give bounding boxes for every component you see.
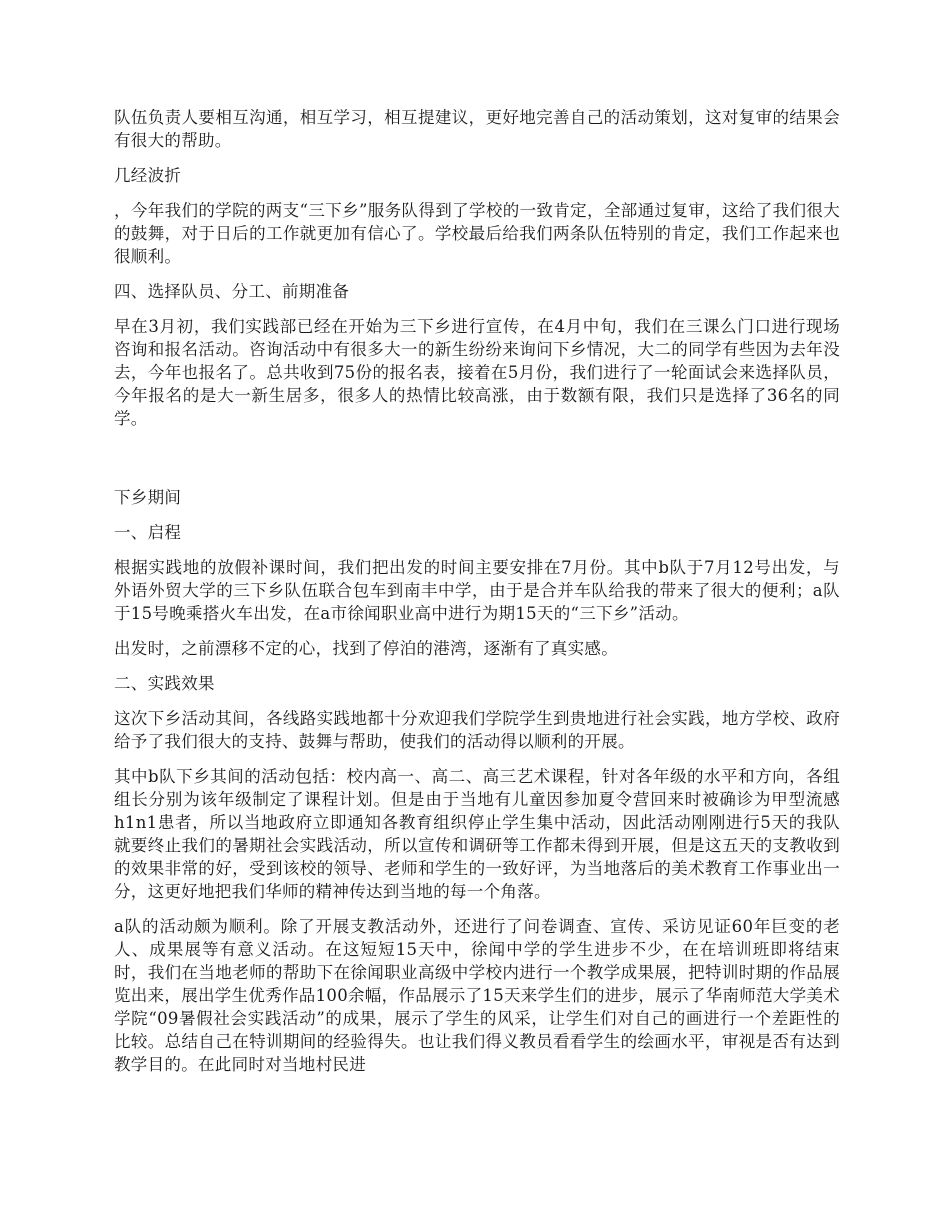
paragraph-local-support: 这次下乡活动其间，各线路实践地都十分欢迎我们学院学生到贵地进行社会实践，地方学校、政府给予了我们很大的支持、鼓舞与帮助，使我们的活动得以顺利的开展。 — [114, 709, 840, 751]
paragraph-recruitment: 早在3月初，我们实践部已经在开始为三下乡进行宣传，在4月中旬，我们在三课么门口进行现场咨询和报名活动。咨询活动中有很多大一的新生纷纷来询问下乡情况，大二的同学有些因为去年没去，今年也报名了。总共收到75份的报名表，接着在5月份，我们进行了一轮面试会来选择队员，今年报名的是大一新生居多，很多人的热情比较高涨，由于数额有限，我们只是选择了36名的同学。 — [114, 317, 840, 428]
paragraph-team-b-activities: 其中b队下乡其间的活动包括：校内高一、高二、高三艺术课程，针对各年级的水平和方向，各组组长分别为该年级制定了课程计划。但是由于当地有儿童因参加夏令营回来时被确诊为甲型流感h1n1患者，所以当地政府立即通知各教育组织停止学生集中活动，因此活动刚刚进行5天的我队就要终止我们的暑期社会实践活动，所以宣传和调研等工作都未得到开展，但是这五天的支教收到的效果非常的好，受到该校的领导、老师和学生的一致好评，为当地落后的美术教育工作事业出一分，这更好地把我们华师的精神传达到当地的每一个角落。 — [114, 767, 840, 901]
paragraph-review-passed: ，今年我们的学院的两支“三下乡”服务队得到了学校的一致肯定，全部通过复审，这给了我们很大的鼓舞，对于日后的工作就更加有信心了。学校最后给我们两条队伍特别的肯定，我们工作起来也很顺利。 — [114, 201, 840, 266]
paragraph-team-a-activities: a队的活动颇为顺利。除了开展支教活动外，还进行了问卷调查、宣传、采访见证60年巨变的老人、成果展等有意义活动。在这短短15天中，徐闻中学的学生进步不少，在在培训班即将结束时，我们在当地老师的帮助下在徐闻职业高级中学校内进行一个教学成果展，把特训时期的作品展览出来，展出学生优秀作品100余幅，作品展示了15天来学生们的进步，展示了华南师范大学美术学院“09暑假社会实践活动”的成果，展示了学生的风采，让学生们对自己的画进行一个差距性的比较。总结自己在特训期间的经验得失。也让我们得义教员看看学生的绘画水平，审视是否有达到教学目的。在此同时对当地村民进 — [114, 917, 840, 1074]
heading-during-trip: 下乡期间 — [114, 488, 182, 507]
heading-departure: 一、启程 — [114, 523, 182, 542]
heading-twists: 几经波折 — [114, 166, 182, 185]
paragraph-review-advice: 队伍负责人要相互沟通，相互学习，相互提建议，更好地完善自己的活动策划，这对复审的结果会有很大的帮助。 — [114, 108, 840, 150]
heading-practice-effect: 二、实践效果 — [114, 674, 215, 693]
paragraph-departure-schedule: 根据实践地的放假补课时间，我们把出发的时间主要安排在7月份。其中b队于7月12号出发，与外语外贸大学的三下乡队伍联合包车到南丰中学，由于是合并车队给我的带来了很大的便利；a队于15号晚乘搭火车出发，在a市徐闻职业高中进行为期15天的“三下乡”活动。 — [114, 558, 840, 623]
document-page — [114, 106, 840, 1088]
section-spacer — [114, 442, 840, 486]
heading-team-selection: 四、选择队员、分工、前期准备 — [114, 282, 350, 301]
paragraph-departure-feeling: 出发时，之前漂移不定的心，找到了停泊的港湾，逐渐有了真实感。 — [114, 639, 618, 658]
